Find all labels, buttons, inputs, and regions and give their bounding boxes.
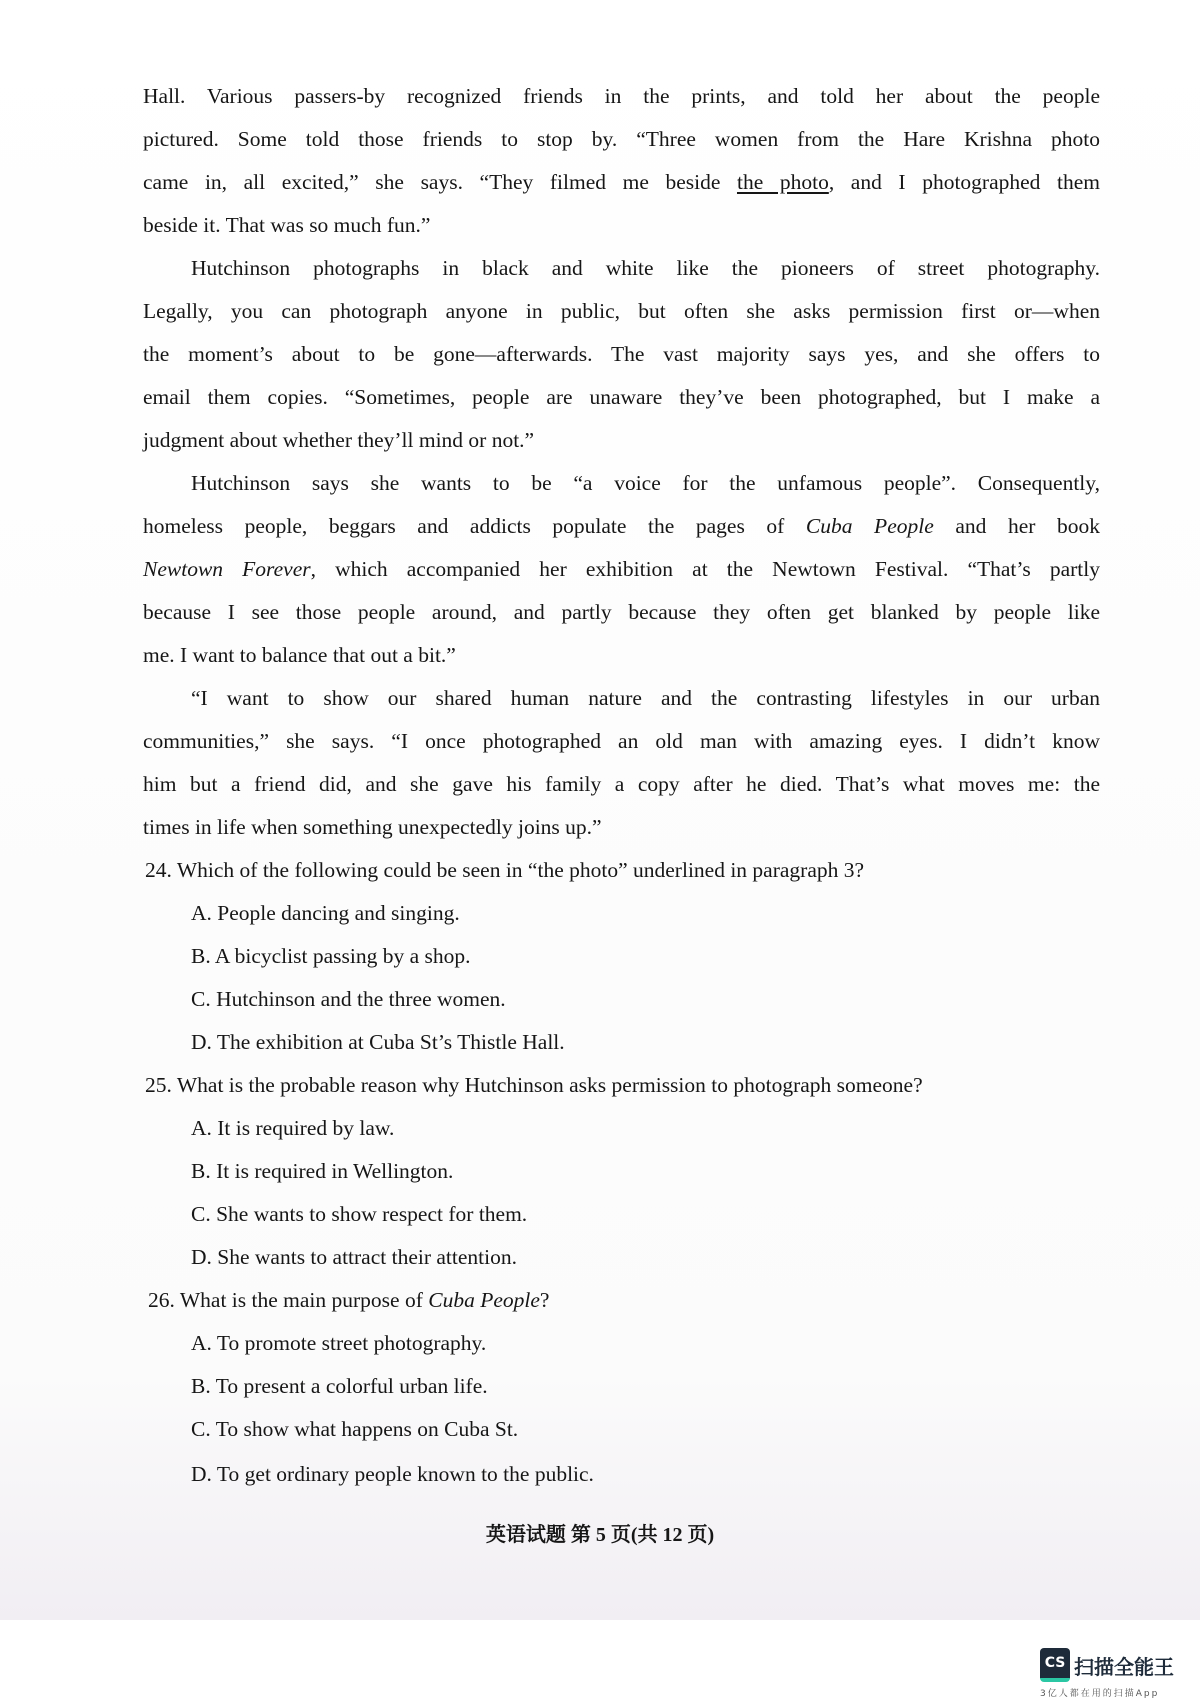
question-26 (148, 1286, 1105, 1314)
option: A. People dancing and singing. (191, 901, 460, 925)
passage-line: Legally, you can photograph anyone in public, but often she asks permission first or—when (143, 299, 1100, 323)
passage-line: judgment about whether they’ll mind or not.” (143, 428, 535, 452)
question-24: 24. Which of the following could be seen in “the photo” underlined in paragraph 3? (145, 858, 865, 882)
option: C. Hutchinson and the three women. (191, 987, 506, 1011)
passage-line (143, 555, 1100, 583)
watermark-name: 扫描全能王 (1074, 1654, 1174, 1679)
option: A. It is required by law. (191, 1116, 395, 1140)
passage-line: beside it. That was so much fun.” (143, 213, 431, 237)
option: D. She wants to attract their attention. (191, 1245, 517, 1269)
option: D. The exhibition at Cuba St’s Thistle Hall. (191, 1030, 565, 1054)
option: C. She wants to show respect for them. (191, 1202, 528, 1226)
passage-line: “I want to show our shared human nature and the contrasting lifestyles in our urban (191, 686, 1100, 710)
passage-line: Hall. Various passers-by recognized friends in the prints, and told her about the people (143, 84, 1100, 108)
option: D. To get ordinary people known to the public. (191, 1462, 594, 1486)
book-title: Newtown Forever (143, 557, 311, 581)
passage-line: times in life when something unexpectedly joins up.” (143, 815, 602, 839)
text: homeless people, beggars and addicts populate the pages of (143, 514, 806, 538)
passage-line: communities,” she says. “I once photographed an old man with amazing eyes. I didn’t know (143, 729, 1100, 753)
option: A. To promote street photography. (191, 1331, 487, 1355)
option: B. To present a colorful urban life. (191, 1374, 488, 1398)
text: , and I photographed them (828, 170, 1100, 194)
option: B. It is required in Wellington. (191, 1159, 454, 1183)
passage-line: Hutchinson says she wants to be “a voice for the unfamous people”. Consequently, (191, 471, 1100, 495)
question-25: 25. What is the probable reason why Hutchinson asks permission to photograph someone? (145, 1073, 923, 1097)
passage-line: Hutchinson photographs in black and white like the pioneers of street photography. (191, 256, 1100, 280)
passage-line (143, 168, 1100, 196)
passage-line: the moment’s about to be gone—afterwards. The vast majority says yes, and she offers to (143, 342, 1100, 366)
option: C. To show what happens on Cuba St. (191, 1417, 519, 1441)
camscanner-logo-icon: CS (1040, 1648, 1070, 1682)
passage-line: me. I want to balance that out a bit.” (143, 643, 456, 667)
text: ? (539, 1288, 550, 1312)
book-title: Cuba People (428, 1288, 540, 1312)
underlined-phrase: the photo (736, 170, 829, 194)
watermark-tagline: 3亿人都在用的扫描App (1040, 1689, 1160, 1699)
passage-line (143, 512, 1100, 540)
text: and her book (933, 514, 1100, 538)
passage-line: because I see those people around, and partly because they often get blanked by people like (143, 600, 1100, 624)
passage-line: email them copies. “Sometimes, people are unaware they’ve been photographed, but I make a (143, 385, 1100, 409)
text: 26. What is the main purpose of (148, 1288, 429, 1312)
passage-line: pictured. Some told those friends to stop by. “Three women from the Hare Krishna photo (143, 127, 1100, 151)
passage-line: him but a friend did, and she gave his family a copy after he died. That’s what moves me: the (143, 772, 1100, 796)
scanner-watermark (1040, 1648, 1174, 1699)
text: came in, all excited,” she says. “They filmed me beside (143, 170, 737, 194)
option: B. A bicyclist passing by a shop. (191, 944, 471, 968)
page-footer: 英语试题 第 5 页(共 12 页) (485, 1524, 715, 1546)
text: , which accompanied her exhibition at the Newtown Festival. “That’s partly (310, 557, 1101, 581)
book-title: Cuba People (805, 514, 934, 538)
